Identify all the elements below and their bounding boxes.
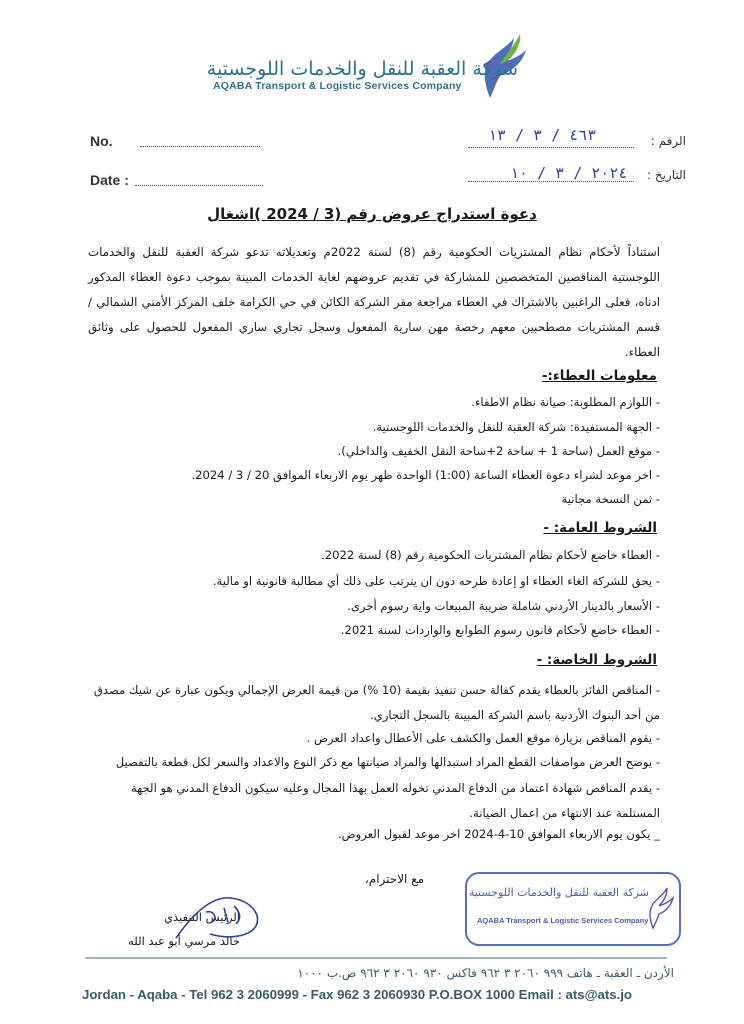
date-value: ٢٠٢٤ / ٣ / ١٠ (510, 164, 628, 182)
footer-divider (85, 957, 667, 959)
signer-name: خالد مرسي أبو عبد الله (128, 934, 240, 948)
special-terms-heading: الشروط الخاصة: - (536, 652, 657, 668)
special-term-item: - المناقص الفائز بالعطاء يقدم كفالة حسن تنفيذ بقيمة (10 %) من قيمة العرض الإجمالي ويكون عبارة عن شيك مصدق من أحد البنوك الأردنية باسم الشركة المبينة بالسجل التجاري. (93, 683, 660, 722)
info-item: - اخر موعد لشراء دعوة العطاء الساعة (1:00) الواحدة ظهر يوم الاربعاء الموافق 20 / 3 / 2024. (191, 468, 660, 482)
no-label-ar: الرقم : (650, 134, 686, 148)
special-term-item: - يقوم المناقص بزيارة موقع العمل والكشف على الأعطال واعداد العرض . (306, 731, 660, 745)
general-terms-heading: الشروط العامة: - (543, 520, 657, 536)
info-item: - موقع العمل (ساحة 1 + ساحة 2+ساحة النقل الخفيف والداخلي). (337, 444, 660, 458)
info-heading: معلومات العطاء:- (541, 368, 657, 384)
footer-arabic: الأردن ـ العقبة ـ هاتف ٩٩٩ ٢٠٦٠ ٣ ٩٦٢ فاكس ٩٣٠ ٢٠٦٠ ٣ ٩٦٢ ص.ب ١٠٠٠ (297, 966, 674, 980)
special-term-item: - يوضح العرض مواصفات القطع المراد استبدالها والمراد صيانتها مع ذكر النوع والاعداد والسعر لكل قطعة بالتفصيل (115, 755, 660, 769)
regards-text: مع الاحترام، (364, 872, 424, 886)
company-stamp (465, 872, 681, 946)
reference-number: ٤٦٣ / ٣ / ١٣ (488, 126, 597, 144)
date-dotted-line (135, 185, 263, 186)
stamp-name-english: AQABA Transport & Logistic Services Company (477, 916, 649, 925)
special-term-item: - يقدم المناقص شهادة اعتماد من الدفاع المدني تخوله العمل بهذا المجال وعليه سيكون الدفاع المدني هو الجهة المستلمة عند الانتهاء من اعمال الصيانة. (131, 781, 660, 820)
general-term-item: - الأسعار بالدينار الأردني شاملة ضريبة المبيعات واية رسوم أخرى. (347, 599, 660, 613)
info-item: - اللوازم المطلوبة: صيانة نظام الاطفاء. (471, 395, 660, 409)
date-label-ar: التاريخ : (646, 168, 686, 182)
stamp-name-arabic: شركة العقبة للنقل والخدمات اللوجستية (468, 886, 649, 899)
general-term-item: - يحق للشركة الغاء العطاء او إعادة طرحه دون ان يترتب على ذلك أي مطالبة قانونية او مالية. (212, 574, 660, 588)
general-term-item: - العطاء خاضع لأحكام نظام المشتريات الحكومية رقم (8) لسنة 2022. (321, 548, 660, 562)
info-item: - الجهة المستفيدة: شركة العقبة للنقل والخدمات اللوجستية. (372, 420, 660, 434)
footer-english: Jordan - Aqaba - Tel 962 3 2060999 - Fax 962 3 2060930 P.O.BOX 1000 Email : ats@ats.jo (82, 987, 632, 1002)
stamp-bird-icon (641, 884, 675, 930)
company-name-english: AQABA Transport & Logistic Services Company (213, 80, 462, 92)
no-label-en: No. (90, 133, 113, 149)
signer-title: الرئيس التنفيذي (164, 910, 240, 924)
general-term-item: - العطاء خاضع لأحكام قانون رسوم الطوابع والواردات لسنة 2021. (340, 623, 660, 637)
no-ar-dotted-line (468, 147, 634, 148)
special-term-item: _ يكون يوم الاربعاء الموافق 10-4-2024 اخر موعد لقبول العروض. (337, 827, 660, 841)
info-item: - ثمن النسخة مجانية (561, 492, 660, 506)
date-label-en: Date : (90, 172, 129, 188)
document-title: دعوة استدراج عروض رقم (3 / 2024 )اشغال (207, 205, 537, 223)
intro-paragraph: استناداً لأحكام نظام المشتريات الحكومية رقم (8) لسنة 2022م وتعديلاته تدعو شركة العقبة للنقل والخدمات اللوجستية المناقصين المتخصصين للمشاركة في تقديم عروضهم لغاية الخدمات المبينة بموجب دعوة العطاء المذكور ادناه، فعلى الراغبين بالاشتراك في العطاء مراجعة مقر الشركة الكائن في حي الكرامة خلف المركز الأمني الشمالي / قسم المشتريات مصطحبين معهم رخصة مهن سارية المفعول وسجل تجاري ساري المفعول للحصول على وثائق العطاء. (88, 245, 661, 359)
no-dotted-line (140, 146, 260, 147)
company-name-arabic: شركة العقبة للنقل والخدمات اللوجستية (206, 58, 518, 80)
signature-icon (170, 888, 280, 948)
